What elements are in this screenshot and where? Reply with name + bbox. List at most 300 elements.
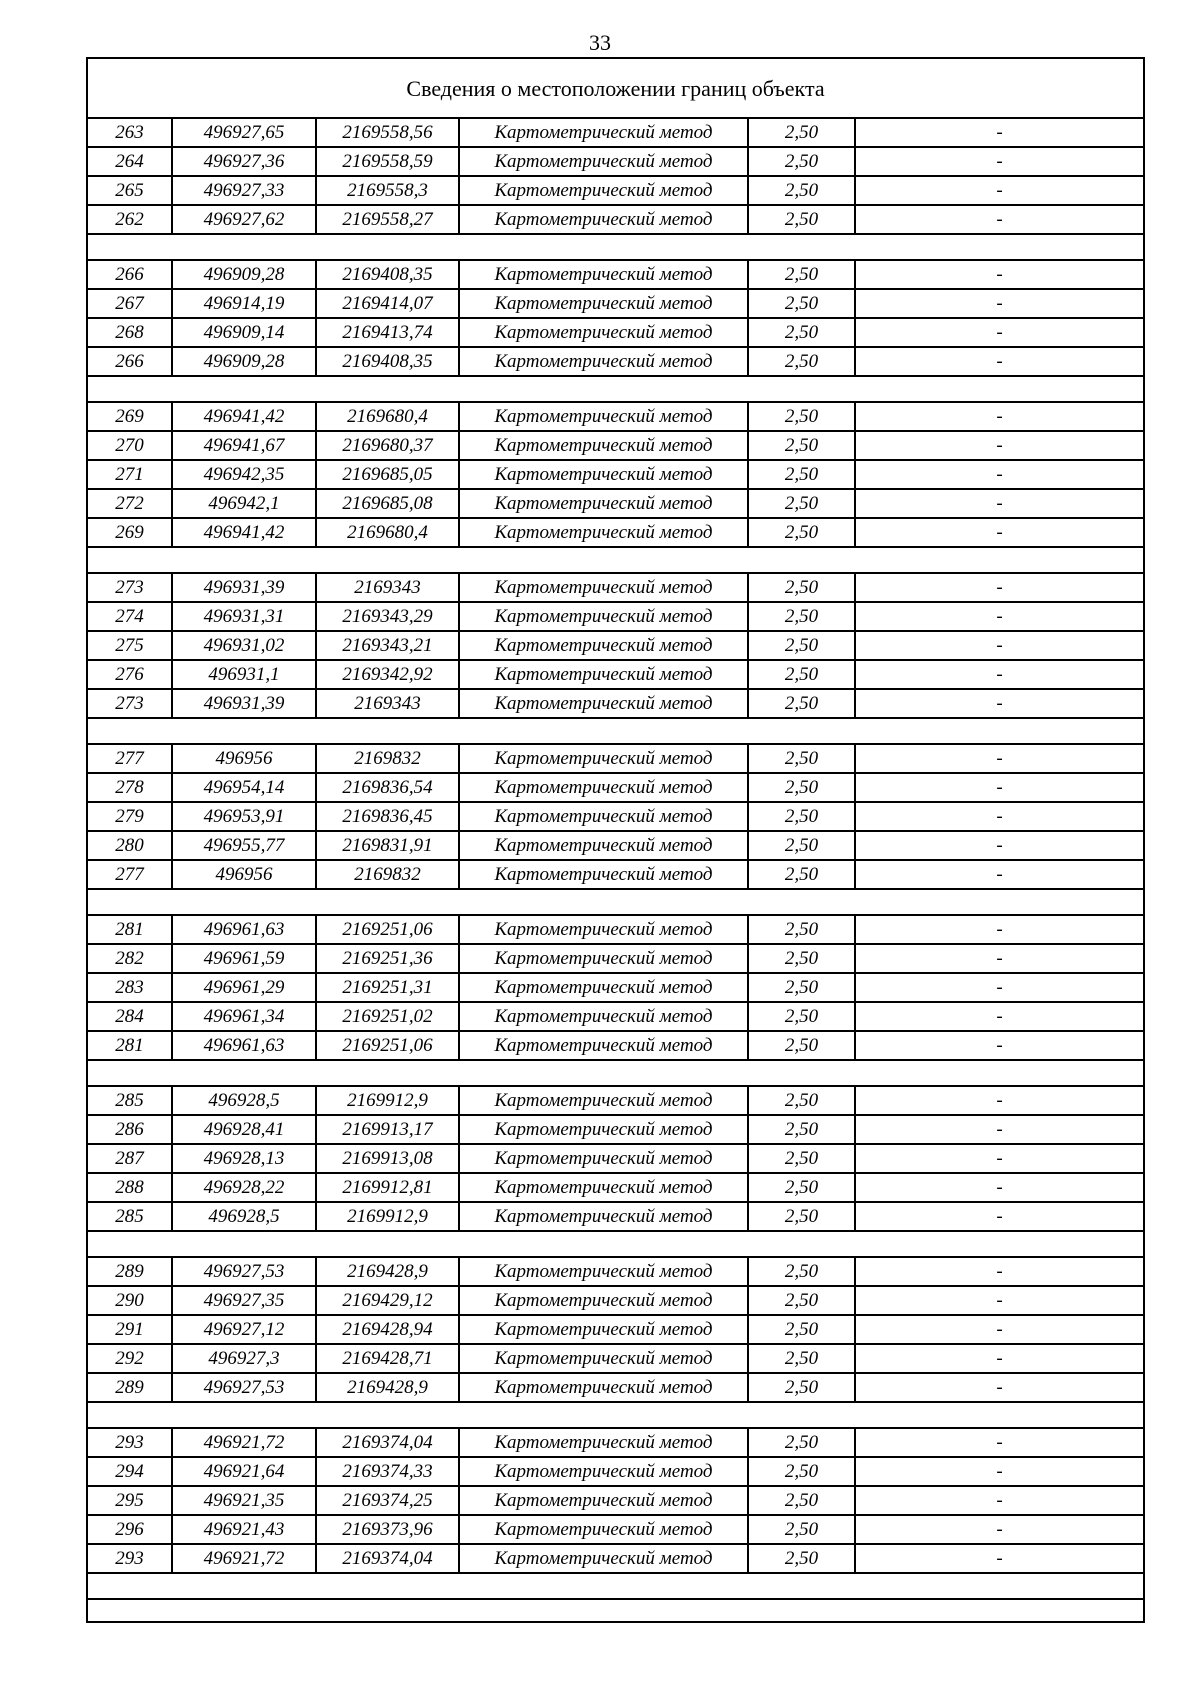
accuracy-cell: 2,50 — [749, 403, 856, 430]
method-cell: Картометрический метод — [460, 690, 749, 717]
accuracy-cell: 2,50 — [749, 1545, 856, 1572]
description-cell: - — [996, 151, 1003, 172]
description-cell: - — [996, 1519, 1003, 1540]
x-coordinate-cell: 496921,64 — [173, 1458, 317, 1485]
x-coordinate-cell: 496927,62 — [173, 206, 317, 233]
group-separator-row — [88, 1403, 1143, 1429]
method-cell: Картометрический метод — [460, 803, 749, 830]
y-coordinate-cell: 2169680,4 — [317, 519, 460, 546]
table-row — [88, 690, 1143, 719]
y-coordinate-cell: 2169343 — [317, 574, 460, 601]
point-number-cell: 264 — [88, 148, 173, 175]
description-cell: - — [996, 1461, 1003, 1482]
y-coordinate-cell: 2169374,04 — [317, 1545, 460, 1572]
method-cell: Картометрический метод — [460, 632, 749, 659]
description-cell: - — [996, 777, 1003, 798]
x-coordinate-cell: 496955,77 — [173, 832, 317, 859]
method-cell: Картометрический метод — [460, 945, 749, 972]
table-row — [88, 1374, 1143, 1403]
point-number-cell: 294 — [88, 1458, 173, 1485]
method-cell: Картометрический метод — [460, 1258, 749, 1285]
description-cell: - — [996, 977, 1003, 998]
accuracy-cell: 2,50 — [749, 348, 856, 375]
page-number: 33 — [589, 30, 611, 55]
point-number-cell: 273 — [88, 690, 173, 717]
description-cell: - — [996, 1548, 1003, 1569]
accuracy-cell: 2,50 — [749, 916, 856, 943]
point-number-cell: 270 — [88, 432, 173, 459]
x-coordinate-cell: 496927,65 — [173, 119, 317, 146]
description-cell: - — [996, 122, 1003, 143]
x-coordinate-cell: 496954,14 — [173, 774, 317, 801]
method-cell: Картометрический метод — [460, 1145, 749, 1172]
accuracy-cell: 2,50 — [749, 519, 856, 546]
table-row — [88, 519, 1143, 548]
point-number-cell: 286 — [88, 1116, 173, 1143]
table-row — [88, 432, 1143, 461]
x-coordinate-cell: 496931,02 — [173, 632, 317, 659]
accuracy-cell: 2,50 — [749, 206, 856, 233]
y-coordinate-cell: 2169558,27 — [317, 206, 460, 233]
point-number-cell: 281 — [88, 1032, 173, 1059]
method-cell: Картометрический метод — [460, 119, 749, 146]
table-row — [88, 1116, 1143, 1145]
accuracy-cell: 2,50 — [749, 1458, 856, 1485]
y-coordinate-cell: 2169373,96 — [317, 1516, 460, 1543]
y-coordinate-cell: 2169428,71 — [317, 1345, 460, 1372]
accuracy-cell: 2,50 — [749, 745, 856, 772]
group-separator-row — [88, 235, 1143, 261]
accuracy-cell: 2,50 — [749, 1487, 856, 1514]
x-coordinate-cell: 496928,5 — [173, 1087, 317, 1114]
table-row — [88, 916, 1143, 945]
accuracy-cell: 2,50 — [749, 774, 856, 801]
table-row — [88, 177, 1143, 206]
method-cell: Картометрический метод — [460, 1345, 749, 1372]
point-number-cell: 277 — [88, 861, 173, 888]
description-cell: - — [996, 293, 1003, 314]
table-row — [88, 1174, 1143, 1203]
accuracy-cell: 2,50 — [749, 1429, 856, 1456]
table-row — [88, 206, 1143, 235]
point-number-cell: 281 — [88, 916, 173, 943]
description-cell: - — [996, 1290, 1003, 1311]
table-row — [88, 661, 1143, 690]
method-cell: Картометрический метод — [460, 745, 749, 772]
group-separator-row — [88, 548, 1143, 574]
y-coordinate-cell: 2169680,37 — [317, 432, 460, 459]
table-row — [88, 403, 1143, 432]
table-row — [88, 1429, 1143, 1458]
description-cell: - — [996, 919, 1003, 940]
accuracy-cell: 2,50 — [749, 945, 856, 972]
y-coordinate-cell: 2169343,29 — [317, 603, 460, 630]
method-cell: Картометрический метод — [460, 1003, 749, 1030]
method-cell: Картометрический метод — [460, 1287, 749, 1314]
y-coordinate-cell: 2169428,9 — [317, 1374, 460, 1401]
method-cell: Картометрический метод — [460, 603, 749, 630]
y-coordinate-cell: 2169912,81 — [317, 1174, 460, 1201]
accuracy-cell: 2,50 — [749, 974, 856, 1001]
description-cell: - — [996, 1006, 1003, 1027]
accuracy-cell: 2,50 — [749, 461, 856, 488]
description-cell: - — [996, 1377, 1003, 1398]
accuracy-cell: 2,50 — [749, 1003, 856, 1030]
method-cell: Картометрический метод — [460, 290, 749, 317]
x-coordinate-cell: 496921,72 — [173, 1545, 317, 1572]
description-cell: - — [996, 1177, 1003, 1198]
point-number-cell: 279 — [88, 803, 173, 830]
accuracy-cell: 2,50 — [749, 1345, 856, 1372]
table-row — [88, 632, 1143, 661]
y-coordinate-cell: 2169429,12 — [317, 1287, 460, 1314]
accuracy-cell: 2,50 — [749, 1374, 856, 1401]
y-coordinate-cell: 2169913,17 — [317, 1116, 460, 1143]
y-coordinate-cell: 2169912,9 — [317, 1203, 460, 1230]
accuracy-cell: 2,50 — [749, 574, 856, 601]
method-cell: Картометрический метод — [460, 861, 749, 888]
accuracy-cell: 2,50 — [749, 1287, 856, 1314]
method-cell: Картометрический метод — [460, 319, 749, 346]
x-coordinate-cell: 496931,1 — [173, 661, 317, 688]
point-number-cell: 287 — [88, 1145, 173, 1172]
y-coordinate-cell: 2169251,31 — [317, 974, 460, 1001]
description-cell: - — [996, 435, 1003, 456]
y-coordinate-cell: 2169251,06 — [317, 916, 460, 943]
description-cell: - — [996, 1261, 1003, 1282]
y-coordinate-cell: 2169558,56 — [317, 119, 460, 146]
accuracy-cell: 2,50 — [749, 1203, 856, 1230]
description-cell: - — [996, 351, 1003, 372]
method-cell: Картометрический метод — [460, 261, 749, 288]
x-coordinate-cell: 496956 — [173, 745, 317, 772]
description-cell: - — [996, 835, 1003, 856]
description-cell: - — [996, 1035, 1003, 1056]
method-cell: Картометрический метод — [460, 1032, 749, 1059]
y-coordinate-cell: 2169428,94 — [317, 1316, 460, 1343]
accuracy-cell: 2,50 — [749, 632, 856, 659]
point-number-cell: 275 — [88, 632, 173, 659]
accuracy-cell: 2,50 — [749, 1258, 856, 1285]
accuracy-cell: 2,50 — [749, 1032, 856, 1059]
accuracy-cell: 2,50 — [749, 490, 856, 517]
point-number-cell: 282 — [88, 945, 173, 972]
table-row — [88, 803, 1143, 832]
method-cell: Картометрический метод — [460, 519, 749, 546]
x-coordinate-cell: 496927,12 — [173, 1316, 317, 1343]
table-row — [88, 1316, 1143, 1345]
accuracy-cell: 2,50 — [749, 603, 856, 630]
point-number-cell: 280 — [88, 832, 173, 859]
description-cell: - — [996, 464, 1003, 485]
x-coordinate-cell: 496941,42 — [173, 519, 317, 546]
description-cell: - — [996, 1490, 1003, 1511]
table-row — [88, 1258, 1143, 1287]
point-number-cell: 292 — [88, 1345, 173, 1372]
table-row — [88, 574, 1143, 603]
point-number-cell: 263 — [88, 119, 173, 146]
description-cell: - — [996, 664, 1003, 685]
method-cell: Картометрический метод — [460, 1174, 749, 1201]
x-coordinate-cell: 496961,34 — [173, 1003, 317, 1030]
y-coordinate-cell: 2169343,21 — [317, 632, 460, 659]
method-cell: Картометрический метод — [460, 206, 749, 233]
description-cell: - — [996, 264, 1003, 285]
method-cell: Картометрический метод — [460, 661, 749, 688]
table-row — [88, 261, 1143, 290]
x-coordinate-cell: 496927,53 — [173, 1258, 317, 1285]
table-row — [88, 1145, 1143, 1174]
accuracy-cell: 2,50 — [749, 177, 856, 204]
y-coordinate-cell: 2169374,04 — [317, 1429, 460, 1456]
x-coordinate-cell: 496927,35 — [173, 1287, 317, 1314]
x-coordinate-cell: 496927,36 — [173, 148, 317, 175]
method-cell: Картометрический метод — [460, 1429, 749, 1456]
table-row — [88, 1287, 1143, 1316]
point-number-cell: 289 — [88, 1374, 173, 1401]
x-coordinate-cell: 496909,28 — [173, 261, 317, 288]
accuracy-cell: 2,50 — [749, 861, 856, 888]
accuracy-cell: 2,50 — [749, 1516, 856, 1543]
x-coordinate-cell: 496921,72 — [173, 1429, 317, 1456]
point-number-cell: 266 — [88, 261, 173, 288]
y-coordinate-cell: 2169251,06 — [317, 1032, 460, 1059]
method-cell: Картометрический метод — [460, 832, 749, 859]
method-cell: Картометрический метод — [460, 1487, 749, 1514]
y-coordinate-cell: 2169913,08 — [317, 1145, 460, 1172]
accuracy-cell: 2,50 — [749, 148, 856, 175]
point-number-cell: 291 — [88, 1316, 173, 1343]
method-cell: Картометрический метод — [460, 1458, 749, 1485]
table-row — [88, 1516, 1143, 1545]
table-row — [88, 774, 1143, 803]
point-number-cell: 272 — [88, 490, 173, 517]
method-cell: Картометрический метод — [460, 1203, 749, 1230]
point-number-cell: 296 — [88, 1516, 173, 1543]
y-coordinate-cell: 2169685,05 — [317, 461, 460, 488]
method-cell: Картометрический метод — [460, 574, 749, 601]
x-coordinate-cell: 496927,3 — [173, 1345, 317, 1372]
description-cell: - — [996, 864, 1003, 885]
method-cell: Картометрический метод — [460, 1316, 749, 1343]
method-cell: Картометрический метод — [460, 432, 749, 459]
accuracy-cell: 2,50 — [749, 1116, 856, 1143]
x-coordinate-cell: 496928,41 — [173, 1116, 317, 1143]
y-coordinate-cell: 2169408,35 — [317, 261, 460, 288]
method-cell: Картометрический метод — [460, 490, 749, 517]
table-row — [88, 745, 1143, 774]
method-cell: Картометрический метод — [460, 461, 749, 488]
group-separator-row — [88, 1061, 1143, 1087]
x-coordinate-cell: 496961,63 — [173, 916, 317, 943]
method-cell: Картометрический метод — [460, 1116, 749, 1143]
x-coordinate-cell: 496931,39 — [173, 574, 317, 601]
table-row — [88, 1458, 1143, 1487]
accuracy-cell: 2,50 — [749, 832, 856, 859]
accuracy-cell: 2,50 — [749, 1174, 856, 1201]
point-number-cell: 284 — [88, 1003, 173, 1030]
table-row — [88, 319, 1143, 348]
method-cell: Картометрический метод — [460, 1516, 749, 1543]
table-row — [88, 1345, 1143, 1374]
description-cell: - — [996, 693, 1003, 714]
description-cell: - — [996, 1348, 1003, 1369]
point-number-cell: 276 — [88, 661, 173, 688]
point-number-cell: 290 — [88, 1287, 173, 1314]
method-cell: Картометрический метод — [460, 177, 749, 204]
description-cell: - — [996, 180, 1003, 201]
point-number-cell: 278 — [88, 774, 173, 801]
point-number-cell: 283 — [88, 974, 173, 1001]
point-number-cell: 262 — [88, 206, 173, 233]
group-separator-row — [88, 890, 1143, 916]
group-separator-row — [88, 1574, 1143, 1600]
accuracy-cell: 2,50 — [749, 1316, 856, 1343]
x-coordinate-cell: 496931,31 — [173, 603, 317, 630]
point-number-cell: 274 — [88, 603, 173, 630]
point-number-cell: 267 — [88, 290, 173, 317]
description-cell: - — [996, 493, 1003, 514]
x-coordinate-cell: 496941,67 — [173, 432, 317, 459]
group-separator-row — [88, 1232, 1143, 1258]
accuracy-cell: 2,50 — [749, 690, 856, 717]
point-number-cell: 265 — [88, 177, 173, 204]
x-coordinate-cell: 496927,33 — [173, 177, 317, 204]
table-row — [88, 603, 1143, 632]
x-coordinate-cell: 496961,59 — [173, 945, 317, 972]
table-row — [88, 290, 1143, 319]
x-coordinate-cell: 496942,1 — [173, 490, 317, 517]
method-cell: Картометрический метод — [460, 148, 749, 175]
accuracy-cell: 2,50 — [749, 661, 856, 688]
method-cell: Картометрический метод — [460, 403, 749, 430]
y-coordinate-cell: 2169343 — [317, 690, 460, 717]
description-cell: - — [996, 1432, 1003, 1453]
accuracy-cell: 2,50 — [749, 261, 856, 288]
y-coordinate-cell: 2169680,4 — [317, 403, 460, 430]
table-body — [88, 119, 1143, 1600]
point-number-cell: 271 — [88, 461, 173, 488]
point-number-cell: 273 — [88, 574, 173, 601]
table-row — [88, 1003, 1143, 1032]
table-row — [88, 945, 1143, 974]
y-coordinate-cell: 2169414,07 — [317, 290, 460, 317]
point-number-cell: 295 — [88, 1487, 173, 1514]
table-row — [88, 348, 1143, 377]
point-number-cell: 293 — [88, 1545, 173, 1572]
description-cell: - — [996, 806, 1003, 827]
point-number-cell: 289 — [88, 1258, 173, 1285]
accuracy-cell: 2,50 — [749, 290, 856, 317]
description-cell: - — [996, 948, 1003, 969]
description-cell: - — [996, 1319, 1003, 1340]
y-coordinate-cell: 2169408,35 — [317, 348, 460, 375]
method-cell: Картометрический метод — [460, 1087, 749, 1114]
y-coordinate-cell: 2169836,54 — [317, 774, 460, 801]
table-row — [88, 119, 1143, 148]
x-coordinate-cell: 496921,35 — [173, 1487, 317, 1514]
y-coordinate-cell: 2169832 — [317, 861, 460, 888]
point-number-cell: 277 — [88, 745, 173, 772]
x-coordinate-cell: 496909,28 — [173, 348, 317, 375]
table-row — [88, 490, 1143, 519]
x-coordinate-cell: 496956 — [173, 861, 317, 888]
y-coordinate-cell: 2169685,08 — [317, 490, 460, 517]
description-cell: - — [996, 1148, 1003, 1169]
y-coordinate-cell: 2169374,25 — [317, 1487, 460, 1514]
group-separator-row — [88, 377, 1143, 403]
y-coordinate-cell: 2169558,3 — [317, 177, 460, 204]
point-number-cell: 288 — [88, 1174, 173, 1201]
point-number-cell: 285 — [88, 1203, 173, 1230]
x-coordinate-cell: 496909,14 — [173, 319, 317, 346]
y-coordinate-cell: 2169836,45 — [317, 803, 460, 830]
table-row — [88, 832, 1143, 861]
method-cell: Картометрический метод — [460, 916, 749, 943]
accuracy-cell: 2,50 — [749, 319, 856, 346]
method-cell: Картометрический метод — [460, 1545, 749, 1572]
description-cell: - — [996, 209, 1003, 230]
y-coordinate-cell: 2169251,36 — [317, 945, 460, 972]
point-number-cell: 293 — [88, 1429, 173, 1456]
y-coordinate-cell: 2169912,9 — [317, 1087, 460, 1114]
y-coordinate-cell: 2169374,33 — [317, 1458, 460, 1485]
x-coordinate-cell: 496941,42 — [173, 403, 317, 430]
y-coordinate-cell: 2169413,74 — [317, 319, 460, 346]
point-number-cell: 269 — [88, 403, 173, 430]
method-cell: Картометрический метод — [460, 974, 749, 1001]
y-coordinate-cell: 2169342,92 — [317, 661, 460, 688]
description-cell: - — [996, 406, 1003, 427]
table-title: Сведения о местоположении границ объекта — [88, 59, 1143, 119]
accuracy-cell: 2,50 — [749, 119, 856, 146]
table-row — [88, 974, 1143, 1003]
point-number-cell: 268 — [88, 319, 173, 346]
point-number-cell: 269 — [88, 519, 173, 546]
description-cell: - — [996, 635, 1003, 656]
table-row — [88, 1203, 1143, 1232]
table-row — [88, 1545, 1143, 1574]
table-row — [88, 461, 1143, 490]
table-row — [88, 1032, 1143, 1061]
x-coordinate-cell: 496942,35 — [173, 461, 317, 488]
table-row — [88, 1087, 1143, 1116]
description-cell: - — [996, 522, 1003, 543]
point-number-cell: 266 — [88, 348, 173, 375]
group-separator-row — [88, 719, 1143, 745]
accuracy-cell: 2,50 — [749, 1087, 856, 1114]
table-row — [88, 1487, 1143, 1516]
description-cell: - — [996, 1119, 1003, 1140]
description-cell: - — [996, 606, 1003, 627]
y-coordinate-cell: 2169558,59 — [317, 148, 460, 175]
y-coordinate-cell: 2169831,91 — [317, 832, 460, 859]
point-number-cell: 285 — [88, 1087, 173, 1114]
y-coordinate-cell: 2169428,9 — [317, 1258, 460, 1285]
x-coordinate-cell: 496928,13 — [173, 1145, 317, 1172]
accuracy-cell: 2,50 — [749, 1145, 856, 1172]
method-cell: Картометрический метод — [460, 348, 749, 375]
x-coordinate-cell: 496961,29 — [173, 974, 317, 1001]
x-coordinate-cell: 496931,39 — [173, 690, 317, 717]
description-cell: - — [996, 322, 1003, 343]
method-cell: Картометрический метод — [460, 1374, 749, 1401]
table-row — [88, 148, 1143, 177]
method-cell: Картометрический метод — [460, 774, 749, 801]
description-cell: - — [996, 1206, 1003, 1227]
x-coordinate-cell: 496928,5 — [173, 1203, 317, 1230]
description-cell: - — [996, 748, 1003, 769]
